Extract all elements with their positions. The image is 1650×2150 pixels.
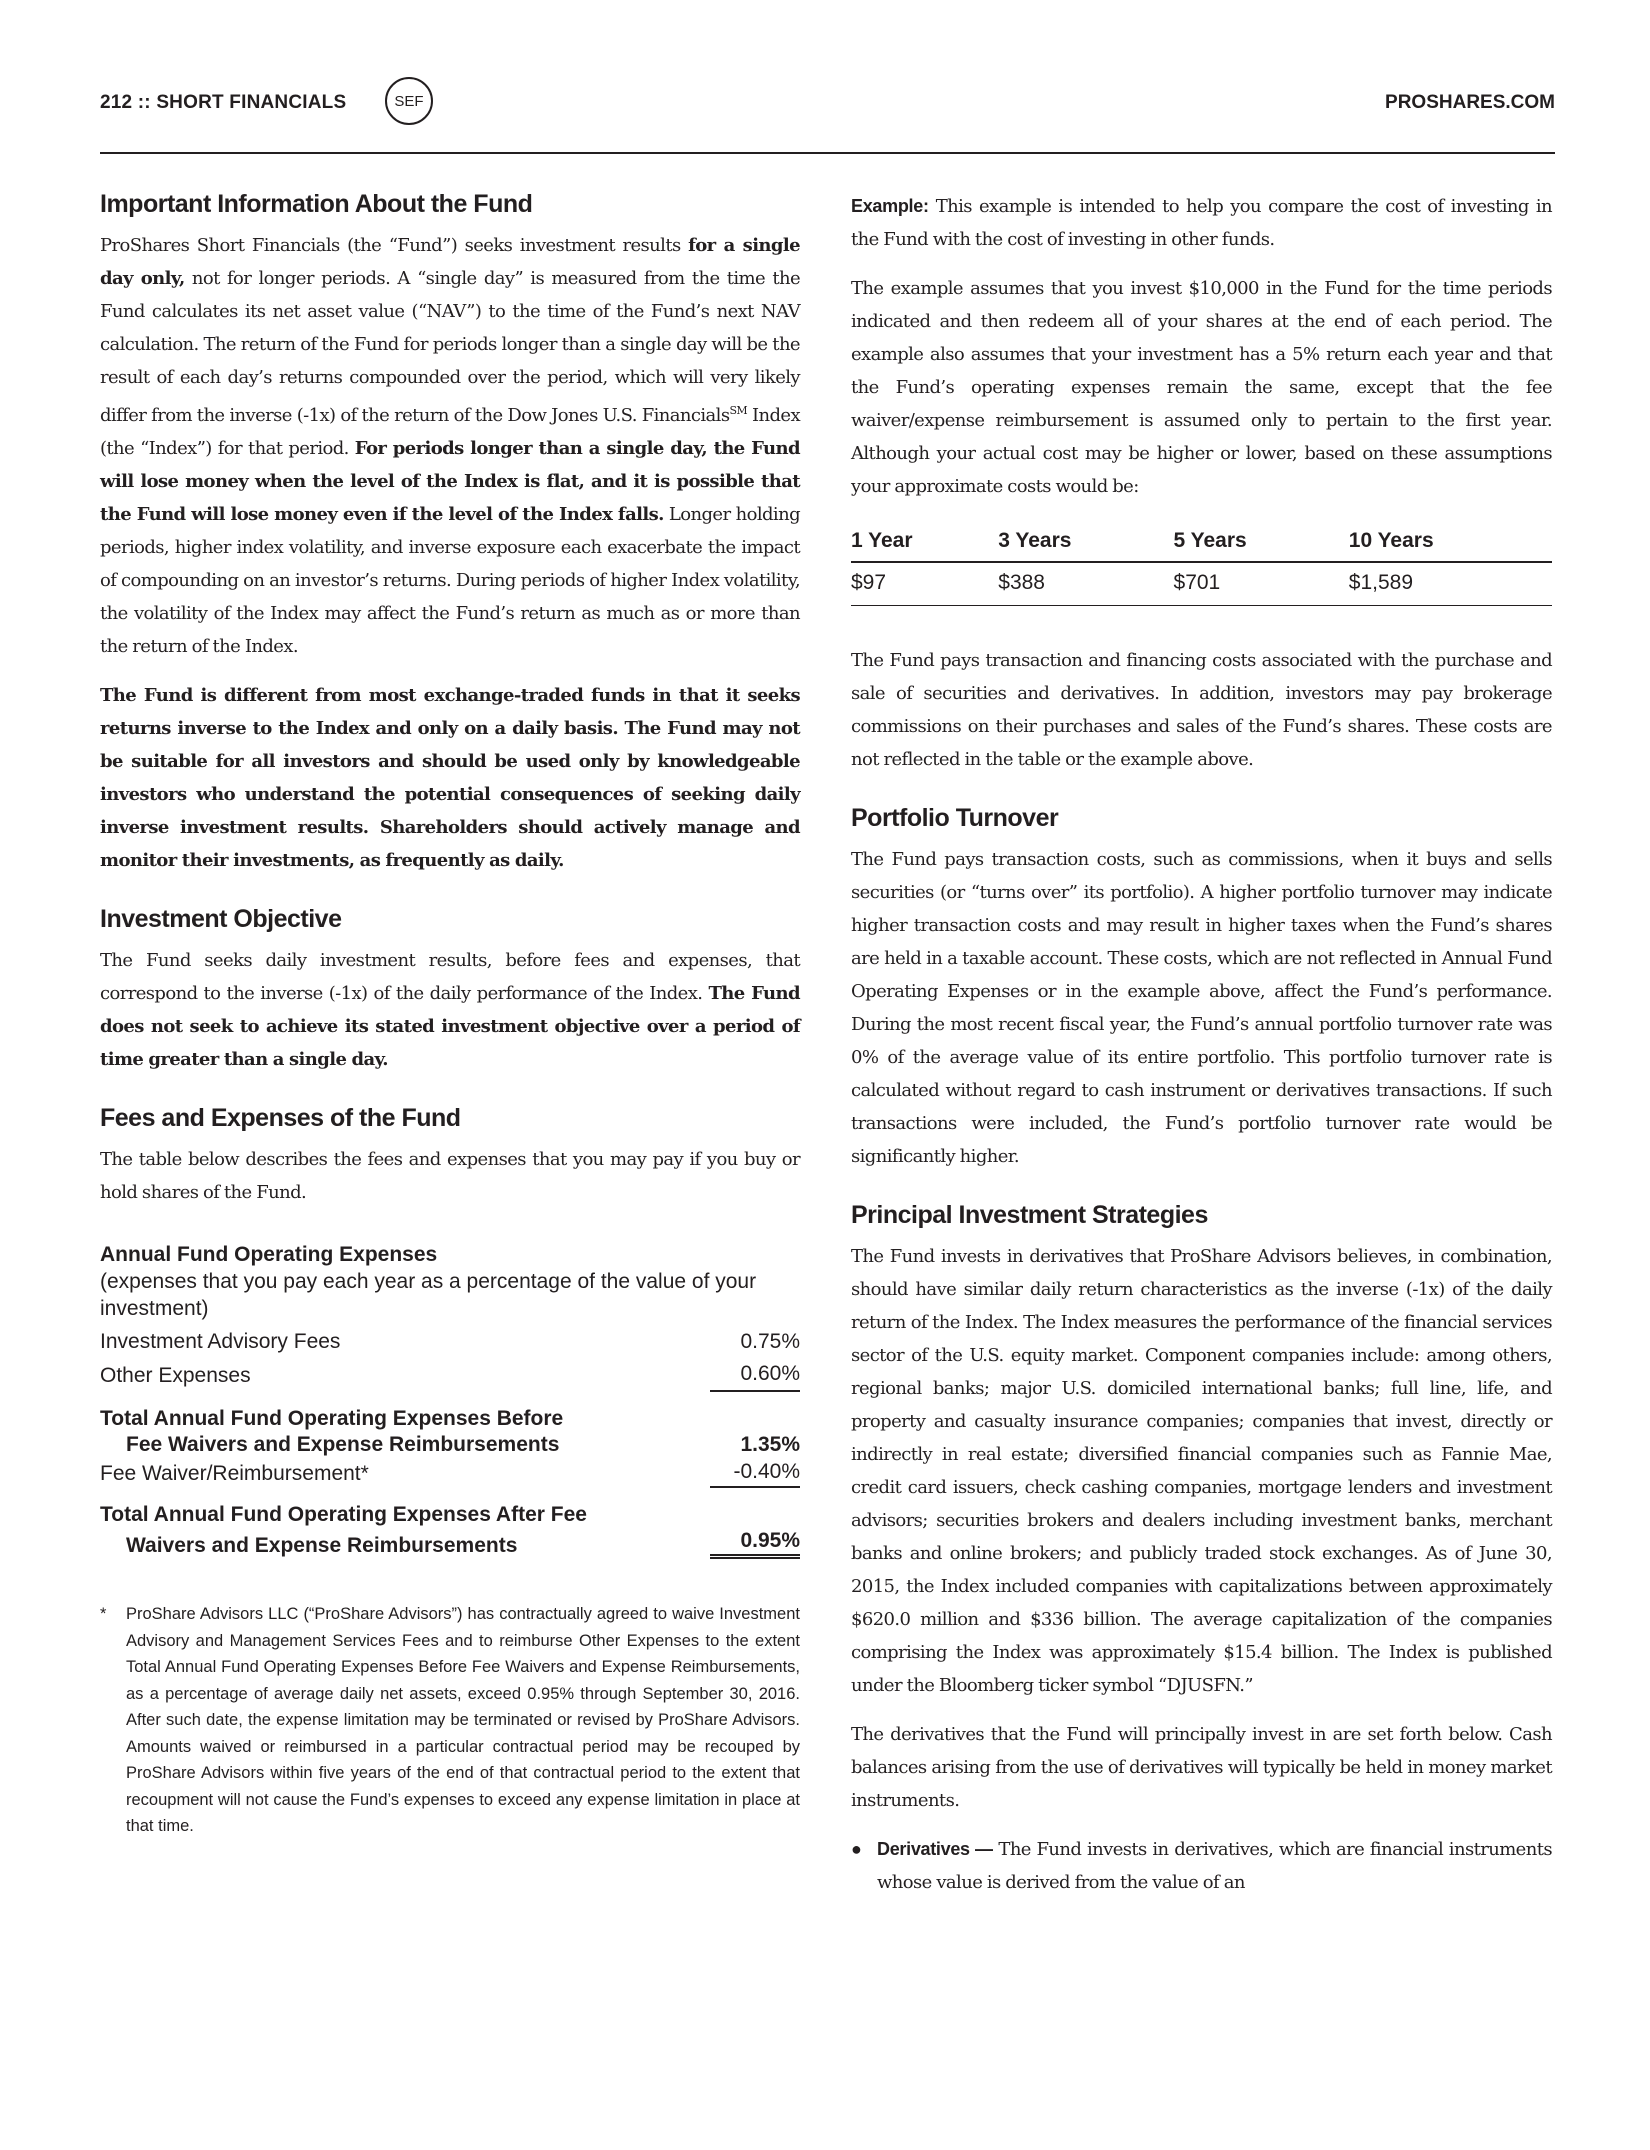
- ticker-badge: SEF: [385, 77, 433, 125]
- example-assumptions: The example assumes that you invest $10,000 in the Fund for the time periods indicated and then redeem all of your shares at the end of each period. The example also assumes that your investment has a 5% return each year and that the Fund’s operating expenses remain the same, except that the fee waiver/expense reimbursement is assumed only to pertain to the first year. Although your actual cost may be higher or lower, based on these assumptions your approximate costs would be:: [851, 278, 1552, 497]
- total-before-row-cont: [100, 1432, 800, 1458]
- table-row: [100, 1458, 800, 1488]
- row-label: Fee Waiver/Reimbursement*: [100, 1462, 369, 1485]
- row-label: Investment Advisory Fees: [100, 1330, 341, 1353]
- row-value: 0.60%: [710, 1358, 800, 1392]
- right-column: [851, 190, 1552, 1899]
- total-after-row: [100, 1502, 800, 1528]
- table-row: [100, 1358, 800, 1392]
- text-run: Longer holding periods, higher index volatility, and inverse exposure each exacerbate the impact of compounding on an investor’s returns. During periods of higher Index volatility, the volatility of the Index may affect the Fund’s return as much as or more than the return of the Index.: [100, 504, 800, 657]
- fees-intro: The table below describes the fees and expenses that you may pay if you buy or hold shares of the Fund.: [100, 1149, 800, 1203]
- text-run: Index (the “Index”) for that period.: [100, 405, 800, 459]
- important-info-paragraph: [100, 229, 800, 663]
- row-label: Total Annual Fund Operating Expenses Before: [100, 1407, 564, 1430]
- portfolio-turnover-heading: Portfolio Turnover: [851, 804, 1059, 832]
- text-run: This example is intended to help you compare the cost of investing in the Fund with the cost of investing in other funds.: [851, 196, 1552, 250]
- row-value: 1.35%: [740, 1433, 800, 1456]
- row-label: Fee Waivers and Expense Reimbursements: [126, 1433, 560, 1456]
- footnote-marker: *: [100, 1605, 107, 1623]
- table-cell: $388: [998, 562, 1173, 606]
- row-label: Total Annual Fund Operating Expenses After Fee: [100, 1503, 587, 1526]
- text-run: The Fund seeks daily investment results, before fees and expenses, that correspond to the inverse (-1x) of the daily performance of the Index.: [100, 950, 800, 1004]
- text-run: ProShares Short Financials (the “Fund”) seeks investment results: [100, 235, 689, 256]
- table-cell: $1,589: [1349, 562, 1552, 606]
- table-row: [100, 1326, 800, 1358]
- row-value: 0.75%: [740, 1330, 800, 1353]
- fees-heading: Fees and Expenses of the Fund: [100, 1104, 461, 1132]
- column-header: 1 Year: [851, 525, 998, 562]
- portfolio-turnover-paragraph: The Fund pays transaction costs, such as commissions, when it buys and sells securities (or “turns over” its portfolio). A higher portfolio turnover may indicate higher transaction costs and may result in higher taxes when the Fund’s shares are held in a taxable account. These costs, which are not reflected in Annual Fund Operating Expenses or in the example above, affect the Fund’s performance. During the most recent fiscal year, the Fund’s annual portfolio turnover rate was 0% of the average value of its entire portfolio. This portfolio turnover rate is calculated without regard to cash instrument or derivatives transactions. If such transactions were included, the Fund’s portfolio turnover rate would be significantly higher.: [851, 849, 1552, 1167]
- page-number-section: 212 :: SHORT FINANCIALS: [100, 92, 347, 113]
- row-label: Other Expenses: [100, 1364, 251, 1387]
- total-after-row-cont: [100, 1528, 800, 1559]
- investment-objective-paragraph: [100, 944, 800, 1076]
- table-header-row: [851, 525, 1552, 562]
- example-intro: [851, 190, 1552, 256]
- example-label: Example:: [851, 196, 929, 216]
- transaction-costs-paragraph: The Fund pays transaction and financing costs associated with the purchase and sale of securities and derivatives. In addition, investors may pay brokerage commissions on their purchases and sales of the Fund’s shares. These costs are not reflected in the table or the example above.: [851, 650, 1552, 770]
- derivatives-bullet: [851, 1833, 1552, 1899]
- table-cell: $97: [851, 562, 998, 606]
- table-cell: $701: [1174, 562, 1349, 606]
- footnote: [100, 1601, 800, 1840]
- column-header: 10 Years: [1349, 525, 1552, 562]
- investment-objective-heading: Investment Objective: [100, 905, 342, 933]
- bullet-label: Derivatives —: [877, 1839, 993, 1859]
- strategies-paragraph: The Fund invests in derivatives that ProShare Advisors believes, in combination, should have similar daily return characteristics as the inverse (-1x) of the daily return of the Index. The Index measures the performance of the financial services sector of the U.S. equity market. Component companies include: among others, regional banks; major U.S. domiciled international banks; full line, life, and property and casualty insurance companies; companies that invest, directly or indirectly in real estate; diversified financial companies such as Fannie Mae, credit card issuers, check cashing companies, mortgage lenders and investment advisors; securities brokers and dealers including investment banks, merchant banks and online brokers; and publicly traded stock exchanges. As of June 30, 2015, the Index included companies with capitalizations between approximately $620.0 million and $336 billion. The average capitalization of the companies comprising the Index was approximately $15.4 billion. The Index is published under the Bloomberg ticker symbol “DJUSFN.”: [851, 1246, 1552, 1696]
- important-warning-paragraph: The Fund is different from most exchange-traded funds in that it seeks returns inverse to the Index and only on a daily basis. The Fund may not be suitable for all investors and should be used only by knowledgeable investors who understand the potential consequences of seeking daily inverse investment results. Shareholders should actively manage and monitor their investments, as frequently as daily.: [100, 685, 800, 871]
- text-run-bold: For periods longer than a single day, the Fund will lose money when the level of the Index is flat, and it is possible that the Fund will lose money even if the level of the Index falls.: [100, 438, 800, 525]
- text-run: not for longer periods. A “single day” is measured from the time the Fund calculates its net asset value (“NAV”) to the time of the Fund’s next NAV calculation. The return of the Fund for periods longer than a single day will be the result of each day’s returns compounded over the period, which will very likely differ from the inverse (-1x) of the return of the Dow Jones U.S. Financials: [100, 268, 801, 426]
- bullet-icon: ●: [851, 1839, 862, 1859]
- service-mark: SM: [729, 404, 748, 417]
- row-label: Waivers and Expense Reimbursements: [126, 1534, 518, 1557]
- total-before-row: [100, 1406, 800, 1432]
- column-header: 3 Years: [998, 525, 1173, 562]
- left-column: [100, 190, 800, 1840]
- table-row: [851, 562, 1552, 606]
- row-value: 0.95%: [710, 1528, 800, 1559]
- table-title: Annual Fund Operating Expenses: [100, 1243, 438, 1266]
- table-subtitle: (expenses that you pay each year as a percentage of the value of your investment): [100, 1270, 757, 1320]
- bullet-text: [877, 1833, 1552, 1899]
- derivatives-intro-paragraph: The derivatives that the Fund will principally invest in are set forth below. Cash balances arising from the use of derivatives will typically be held in money market instruments.: [851, 1724, 1552, 1811]
- site-url: PROSHARES.COM: [1385, 92, 1555, 113]
- column-header: 5 Years: [1174, 525, 1349, 562]
- strategies-heading: Principal Investment Strategies: [851, 1201, 1208, 1229]
- cost-example-table: [851, 525, 1552, 606]
- text-run-bold: for a single day only,: [100, 235, 800, 289]
- footnote-text: ProShare Advisors LLC (“ProShare Advisors”) has contractually agreed to waive Investment Advisory and Management Services Fees and to reimburse Other Expenses to the extent Total Annual Fund Operating Expenses Before Fee Waivers and Expense Reimbursements, as a percentage of average daily net assets, exceed 0.95% through September 30, 2016. After such date, the expense limitation may be terminated or revised by ProShare Advisors. Amounts waived or reimbursed in a particular contractual period may be recouped by ProShare Advisors within five years of the end of that contractual period to the extent that recoupment will not cause the Fund’s expenses to exceed any expense limitation in place at that time.: [126, 1605, 800, 1835]
- text-run: The Fund invests in derivatives, which are financial instruments whose value is derived from the value of an: [877, 1839, 1553, 1893]
- operating-expenses-table: [100, 1241, 800, 1559]
- row-value: -0.40%: [710, 1458, 800, 1488]
- important-info-heading: Important Information About the Fund: [100, 190, 533, 218]
- page-header: [100, 82, 1555, 130]
- header-divider: [100, 152, 1555, 154]
- text-run-bold: The Fund does not seek to achieve its stated investment objective over a period of time greater than a single day.: [100, 983, 801, 1070]
